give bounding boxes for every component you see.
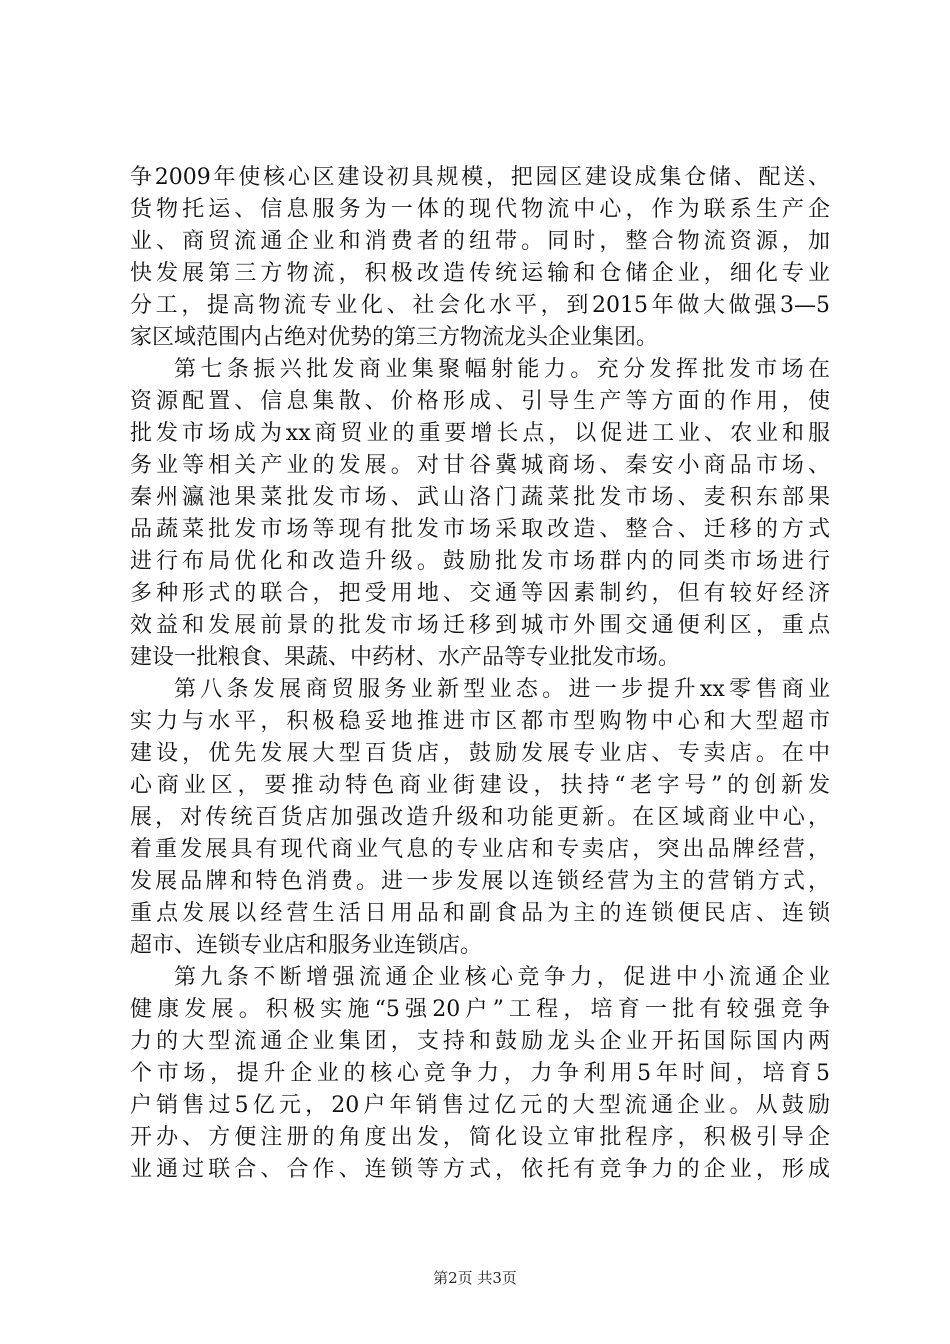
text-line: 业通过联合、合作、连锁等方式，依托有竞争力的企业，形成 <box>130 1157 830 1182</box>
text-line: 业、商贸流通企业和消费者的纽带。同时，整合物流资源，加 <box>130 229 830 254</box>
text-line: 品蔬菜批发市场等现有批发市场采取改造、整合、迁移的方式 <box>130 517 830 542</box>
text-line: 快发展第三方物流，积极改造传统运输和仓储企业，细化专业 <box>130 261 830 286</box>
text-line: 力的大型流通企业集团，支持和鼓励龙头企业开拓国际国内两 <box>130 1029 830 1054</box>
text-line: 建设一批粮食、果蔬、中药材、水产品等专业批发市场。 <box>130 645 681 670</box>
text-line: 资源配置、信息集散、价格形成、引导生产等方面的作用，使 <box>130 389 830 414</box>
text-line: 实力与水平，积极稳妥地推进市区都市型购物中心和大型超市 <box>130 709 830 734</box>
article-8-heading-line: 第八条发展商贸服务业新型业态。进一步提升xx零售商业 <box>174 677 830 702</box>
article-7-heading-line: 第七条振兴批发商业集聚幅射能力。充分发挥批发市场在 <box>174 357 830 382</box>
text-line: 批发市场成为xx商贸业的重要增长点，以促进工业、农业和服 <box>130 421 830 446</box>
article-9-heading-line: 第九条不断增强流通企业核心竞争力，促进中小流通企业 <box>174 965 830 990</box>
text-line: 着重发展具有现代商业气息的专业店和专卖店，突出品牌经营， <box>130 837 830 862</box>
text-line: 超市、连锁专业店和服务业连锁店。 <box>130 933 483 958</box>
page-number-footer: 第2页 共3页 <box>433 1269 517 1287</box>
text-line: 发展品牌和特色消费。进一步发展以连锁经营为主的营销方式， <box>130 869 830 894</box>
body-text <box>130 162 830 1186</box>
text-line: 开办、方便注册的角度出发，简化设立审批程序，积极引导企 <box>130 1125 830 1150</box>
text-line: 重点发展以经营生活日用品和副食品为主的连锁便民店、连锁 <box>130 901 830 926</box>
text-line: 心商业区，要推动特色商业街建设，扶持“老字号”的创新发 <box>130 773 830 798</box>
text-line: 健康发展。积极实施“5强20户”工程，培育一批有较强竞争 <box>130 997 830 1022</box>
text-line: 多种形式的联合，把受用地、交通等因素制约，但有较好经济 <box>130 581 830 606</box>
text-line: 效益和发展前景的批发市场迁移到城市外围交通便利区，重点 <box>130 613 830 638</box>
text-line: 秦州瀛池果菜批发市场、武山洛门蔬菜批发市场、麦积东部果 <box>130 485 830 510</box>
text-line: 家区域范围内占绝对优势的第三方物流龙头企业集团。 <box>130 325 659 350</box>
text-line: 分工，提高物流专业化、社会化水平，到2015年做大做强3—5 <box>130 293 830 318</box>
text-line: 个市场，提升企业的核心竞争力，力争利用5年时间，培育5 <box>130 1061 830 1086</box>
text-line: 进行布局优化和改造升级。鼓励批发市场群内的同类市场进行 <box>130 549 830 574</box>
text-line: 展，对传统百货店加强改造升级和功能更新。在区域商业中心， <box>130 805 830 830</box>
text-line: 户销售过5亿元，20户年销售过亿元的大型流通企业。从鼓励 <box>130 1093 830 1118</box>
text-line: 建设，优先发展大型百货店，鼓励发展专业店、专卖店。在中 <box>130 741 830 766</box>
text-line: 争2009年使核心区建设初具规模，把园区建设成集仓储、配送、 <box>130 165 830 190</box>
text-line: 务业等相关产业的发展。对甘谷冀城商场、秦安小商品市场、 <box>130 453 830 478</box>
text-line: 货物托运、信息服务为一体的现代物流中心，作为联系生产企 <box>130 197 830 222</box>
